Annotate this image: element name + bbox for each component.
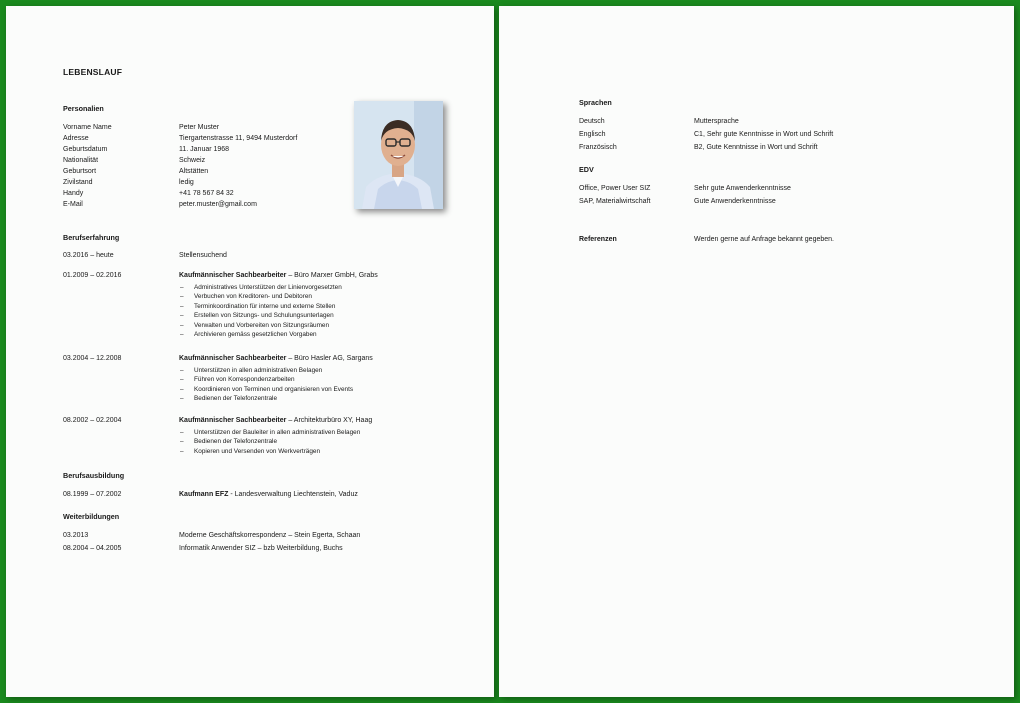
personal-label: E-Mail (63, 201, 83, 208)
portrait-illustration (354, 101, 443, 209)
training-institution: - Landesverwaltung Liechtenstein, Vaduz (228, 491, 358, 498)
task-item (179, 428, 360, 437)
job-title (179, 270, 378, 281)
task-item (179, 394, 353, 403)
training-role: Kaufmann EFZ (179, 491, 229, 498)
training-title (179, 489, 358, 500)
dash-bullet-icon: – (180, 367, 184, 374)
job-role: Kaufmännischer Sachbearbeiter (179, 272, 287, 279)
job-period: 01.2009 – 02.2016 (63, 272, 122, 279)
dash-bullet-icon: – (180, 429, 184, 436)
job-employer: – Büro Hasler AG, Sargans (286, 355, 373, 362)
task-text: Bedienen der Telefonzentrale (194, 438, 278, 446)
section-heading-personalien: Personalien (63, 104, 104, 113)
references-value: Werden gerne auf Anfrage bekannt gegeben. (694, 236, 834, 243)
dash-bullet-icon: – (180, 302, 184, 310)
task-list (179, 366, 353, 404)
dash-bullet-icon: – (180, 376, 184, 384)
personal-value: +41 78 567 84 32 (179, 190, 234, 197)
job-period: 03.2016 – heute (63, 252, 114, 259)
dash-bullet-icon: – (180, 331, 184, 339)
job-role: Kaufmännischer Sachbearbeiter (179, 417, 287, 424)
task-text: Kopieren und Versenden von Werkverträgen (194, 447, 320, 455)
dash-bullet-icon: – (180, 438, 184, 446)
task-item (179, 283, 342, 292)
dash-bullet-icon: – (180, 284, 184, 291)
further-period: 03.2013 (63, 532, 89, 539)
personal-label: Vorname Name (63, 124, 112, 131)
job-role: Kaufmännischer Sachbearbeiter (179, 355, 287, 362)
section-heading-referenzen: Referenzen (579, 236, 617, 243)
task-text: Führen von Korrespondenzarbeiten (194, 376, 295, 384)
job-period: 08.2002 – 02.2004 (63, 417, 122, 424)
further-value: Informatik Anwender SIZ – bzb Weiterbildung, Buchs (179, 545, 343, 552)
job-period: 03.2004 – 12.2008 (63, 355, 122, 362)
personal-label: Handy (63, 190, 84, 197)
edv-label: SAP, Materialwirtschaft (579, 198, 651, 205)
portrait-photo (354, 101, 443, 209)
task-text: Administratives Unterstützen der Linienvorgesetzten (194, 284, 342, 291)
section-heading-berufserfahrung: Berufserfahrung (63, 233, 120, 242)
edv-label: Office, Power User SIZ (579, 185, 651, 192)
task-text: Bedienen der Telefonzentrale (194, 395, 278, 403)
further-value: Moderne Geschäftskorrespondenz – Stein Egerta, Schaan (179, 532, 361, 539)
section-heading-sprachen: Sprachen (579, 98, 612, 107)
language-level: C1, Sehr gute Kenntnisse in Wort und Schrift (694, 131, 834, 138)
personal-value: Peter Muster (179, 124, 220, 131)
task-text: Koordinieren von Terminen und organisieren von Events (194, 385, 354, 393)
task-item (179, 292, 342, 301)
personal-value: ledig (179, 179, 194, 186)
job-title: Stellensuchend (179, 252, 227, 259)
task-item (179, 375, 353, 384)
section-heading-weiterbildungen: Weiterbildungen (63, 512, 120, 521)
section-heading-edv: EDV (579, 165, 594, 174)
language-label: Deutsch (579, 118, 605, 125)
job-employer: – Architekturbüro XY, Haag (286, 417, 373, 424)
personal-value: Schweiz (179, 157, 206, 164)
task-text: Verbuchen von Kreditoren- und Debitoren (194, 293, 312, 301)
personal-label: Geburtsdatum (63, 146, 108, 153)
task-text: Unterstützen der Bauleiter in allen administrativen Belagen (194, 429, 361, 436)
task-text: Verwalten und Vorbereiten von Sitzungsräumen (194, 321, 329, 329)
task-list (179, 428, 360, 456)
task-item (179, 366, 353, 375)
language-level: Muttersprache (694, 118, 739, 125)
personal-label: Zivilstand (63, 179, 93, 186)
edv-level: Sehr gute Anwenderkenntnisse (694, 185, 791, 192)
personal-label: Geburtsort (63, 168, 97, 175)
language-label: Englisch (579, 131, 606, 138)
task-item (179, 311, 342, 320)
edv-level: Gute Anwenderkenntnisse (694, 198, 776, 205)
personal-label: Nationalität (63, 157, 99, 164)
language-label: Französisch (579, 144, 617, 151)
section-heading-berufsausbildung: Berufsausbildung (63, 471, 125, 480)
task-item (179, 321, 342, 330)
dash-bullet-icon: – (180, 293, 184, 301)
dash-bullet-icon: – (180, 321, 184, 329)
task-item (179, 437, 360, 446)
job-employer: – Büro Marxer GmbH, Grabs (286, 272, 378, 279)
task-text: Terminkoordination für interne und externe Stellen (194, 302, 336, 310)
personal-label: Adresse (63, 135, 89, 142)
task-list (179, 283, 342, 339)
task-text: Unterstützen in allen administrativen Belagen (194, 367, 323, 374)
dash-bullet-icon: – (180, 395, 184, 403)
dash-bullet-icon: – (180, 385, 184, 393)
dash-bullet-icon: – (180, 447, 184, 455)
personal-value: peter.muster@gmail.com (179, 201, 257, 208)
language-level: B2, Gute Kenntnisse in Wort und Schrift (694, 144, 818, 151)
cv-page-2 (499, 6, 1014, 697)
document-title: LEBENSLAUF (63, 67, 123, 77)
task-item (179, 447, 360, 456)
further-period: 08.2004 – 04.2005 (63, 545, 122, 552)
task-item (179, 385, 353, 394)
task-text: Erstellen von Sitzungs- und Schulungsunterlagen (194, 312, 334, 320)
job-title (179, 415, 372, 426)
personal-value: Altstätten (179, 168, 209, 175)
dash-bullet-icon: – (180, 312, 184, 320)
task-item (179, 330, 342, 339)
personal-value: 11. Januar 1968 (179, 146, 230, 153)
training-period: 08.1999 – 07.2002 (63, 491, 122, 498)
task-text: Archivieren gemäss gesetzlichen Vorgaben (194, 331, 317, 339)
cv-page-1 (6, 6, 494, 697)
personal-value: Tiergartenstrasse 11, 9494 Musterdorf (179, 135, 298, 142)
job-title (179, 353, 373, 364)
task-item (179, 302, 342, 311)
